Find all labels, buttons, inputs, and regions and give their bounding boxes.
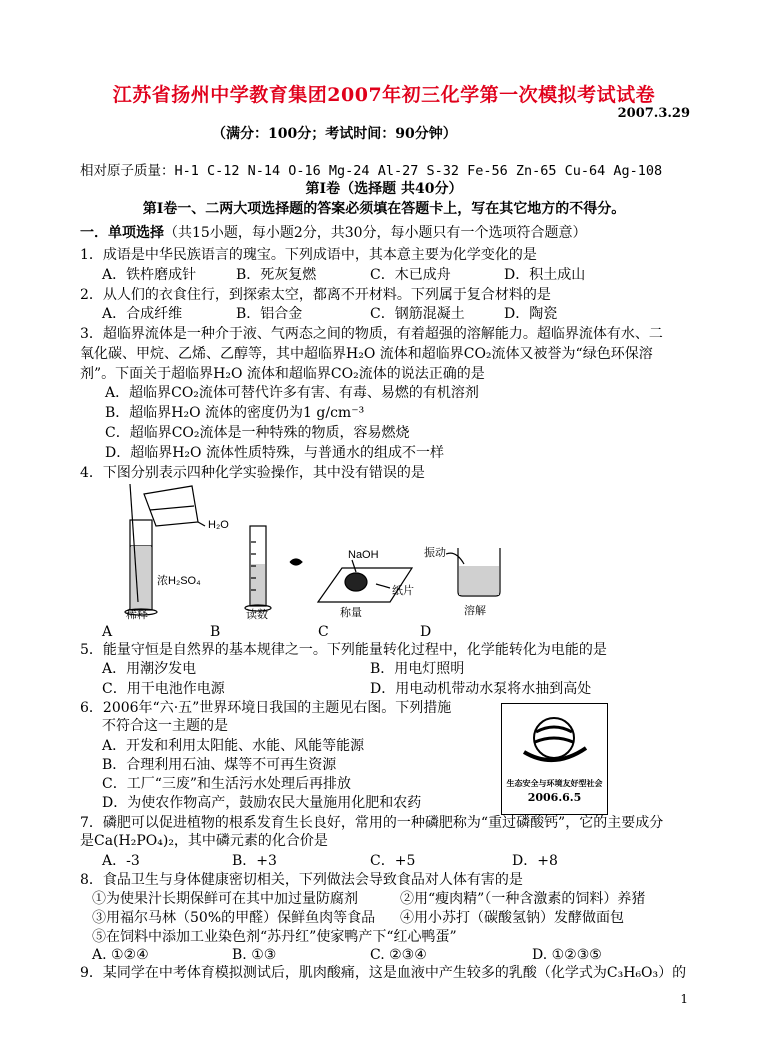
q5-option-d: D．用电动机带动水泵将水抽到高处 [370, 681, 592, 697]
q5-option-a: A．用潮汐发电 [102, 661, 197, 677]
q4-option-c: C [318, 624, 329, 640]
q7-option-b: B．+3 [232, 853, 277, 869]
q7-option-d: D．+8 [512, 853, 558, 869]
q5-stem: 5．能量守恒是自然界的基本规律之一。下列能量转化过程中，化学能转化为电能的是 [80, 642, 607, 658]
dilution-diagram [125, 484, 205, 615]
q8-item-1: ①为使果汁长期保鲜可在其中加过量防腐剂 [92, 891, 358, 907]
q8-stem: 8．食品卫生与身体健康密切相关，下列做法会导致食品对人体有害的是 [80, 872, 523, 888]
q1-stem: 1．成语是中华民族语言的瑰宝。下列成语中，其本意主要为化学变化的是 [80, 247, 537, 263]
q8-item-5: ⑤在饲料中添加工业染色剂“苏丹红”使家鸭产下“红心鸭蛋” [92, 929, 457, 945]
q3-option-c: C．超临界CO₂流体是一种特殊的物质，容易燃烧 [105, 425, 410, 441]
exam-title: 江苏省扬州中学教育集团2007年初三化学第一次模拟考试试卷 [112, 84, 656, 106]
part1-heading-rest: （共15小题，每小题2分，共30分，每小题只有一个选项符合题意） [164, 225, 587, 241]
caption-weigh: 称量 [340, 607, 362, 619]
q8-item-2: ②用“瘦肉精”（一种含激素的饲料）养猪 [400, 891, 646, 907]
q4-option-a: A [102, 624, 113, 640]
exam-date: 2007.3.29 [617, 106, 690, 121]
q3-line3: 剂”。下面关于超临界H₂O 流体和超临界CO₂流体的说法正确的是 [80, 366, 485, 382]
q4-experiment-figure [100, 482, 520, 622]
q2-option-c: C．钢筋混凝土 [370, 306, 465, 322]
label-h2so4: 浓H₂SO₄ [157, 575, 201, 587]
cylinder-reading-diagram [245, 526, 302, 611]
q8-option-d: D. ①②③⑤ [532, 947, 602, 963]
environment-day-logo [501, 703, 608, 815]
q7-option-a: A．-3 [102, 853, 140, 869]
globe-icon [502, 704, 607, 774]
logo-date: 2006.6.5 [527, 791, 582, 804]
label-h2o: H₂O [208, 519, 229, 531]
atomic-masses: 相对原子质量：H-1 C-12 N-14 O-16 Mg-24 Al-27 S-32 Fe-56 Zn-65 Cu-64 Ag-108 [80, 163, 663, 179]
q4-option-d: D [420, 624, 432, 640]
q6-option-d: D．为使农作物高产，鼓励农民大量施用化肥和农药 [102, 795, 422, 811]
q2-stem: 2．从人们的衣食住行，到探索太空，都离不开材料。下列属于复合材料的是 [80, 287, 551, 303]
q1-option-c: C．木已成舟 [370, 267, 451, 283]
part1-heading [80, 223, 587, 243]
q6-option-b: B．合理利用石油、煤等不可再生资源 [102, 757, 337, 773]
q1-option-d: D．积土成山 [504, 267, 586, 283]
q8-item-3: ③用福尔马林（50%的甲醛）保鲜鱼肉等食品 [92, 910, 376, 926]
part1-heading-bold: 一．单项选择 [80, 225, 164, 241]
label-naoh: NaOH [348, 549, 379, 561]
q9-line1: 9．某同学在中考体育模拟测试后，肌肉酸痛，这是血液中产生较多的乳酸（化学式为C₃H₆O₃）的 [80, 965, 687, 981]
q5-option-b: B．用电灯照明 [370, 661, 465, 677]
q5-option-c: C．用干电池作电源 [102, 681, 225, 697]
label-shake: 振动 [424, 547, 446, 559]
q8-option-b: B. ①③ [232, 947, 277, 963]
caption-dilute: 稀释 [126, 609, 148, 621]
label-paper: 纸片 [392, 585, 414, 597]
q2-option-d: D．陶瓷 [504, 306, 558, 322]
caption-read: 读数 [246, 609, 268, 621]
q3-line2: 氧化碳、甲烷、乙烯、乙醇等，其中超临界H₂O 流体和超临界CO₂流体又被誉为“绿色环保溶 [80, 346, 653, 362]
q4-option-b: B [210, 624, 221, 640]
logo-caption: 生态安全与环境友好型社会 [506, 779, 603, 788]
section-note: 第Ⅰ卷一、二两大项选择题的答案必须填在答题卡上，写在其它地方的不得分。 [142, 201, 626, 217]
dissolving-diagram [446, 548, 500, 596]
section-title: 第Ⅰ卷（选择题 共40分） [305, 181, 463, 197]
q7-option-c: C．+5 [370, 853, 416, 869]
caption-dissolve: 溶解 [464, 605, 486, 617]
q8-option-a: A. ①②④ [92, 947, 149, 963]
q6-option-a: A．开发和利用太阳能、水能、风能等能源 [102, 738, 365, 754]
score-time: （满分：100分；考试时间：90分钟） [212, 126, 457, 142]
q8-item-4: ④用小苏打（碳酸氢钠）发酵做面包 [400, 910, 624, 926]
q2-option-a: A．合成纤维 [102, 306, 183, 322]
q7-line2: 是Ca(H₂PO₄)₂，其中磷元素的化合价是 [80, 833, 328, 849]
q6-line1: 6．2006年“六·五”世界环境日我国的主题见右图。下列措施 [80, 700, 452, 716]
q7-line1: 7．磷肥可以促进植物的根系发育生长良好，常用的一种磷肥称为“重过磷酸钙”，它的主要成分 [80, 815, 664, 831]
q1-option-a: A．铁杵磨成针 [102, 267, 197, 283]
q3-option-b: B．超临界H₂O 流体的密度仍为1 g/cm⁻³ [105, 405, 365, 421]
q3-option-d: D．超临界H₂O 流体性质特殊，与普通水的组成不一样 [105, 445, 444, 461]
q6-line2: 不符合这一主题的是 [102, 718, 228, 734]
q2-option-b: B．铝合金 [236, 306, 303, 322]
q4-stem: 4．下图分别表示四种化学实验操作，其中没有错误的是 [80, 465, 425, 481]
q1-option-b: B．死灰复燃 [236, 267, 317, 283]
q3-option-a: A．超临界CO₂流体可替代许多有害、有毒、易燃的有机溶剂 [105, 385, 479, 401]
q3-line1: 3．超临界流体是一种介于液、气两态之间的物质，有着超强的溶解能力。超临界流体有水、二 [80, 326, 663, 342]
q8-option-c: C. ②③④ [370, 947, 427, 963]
q6-option-c: C．工厂“三废”和生活污水处理后再排放 [102, 776, 352, 792]
page-number: 1 [680, 992, 688, 1006]
